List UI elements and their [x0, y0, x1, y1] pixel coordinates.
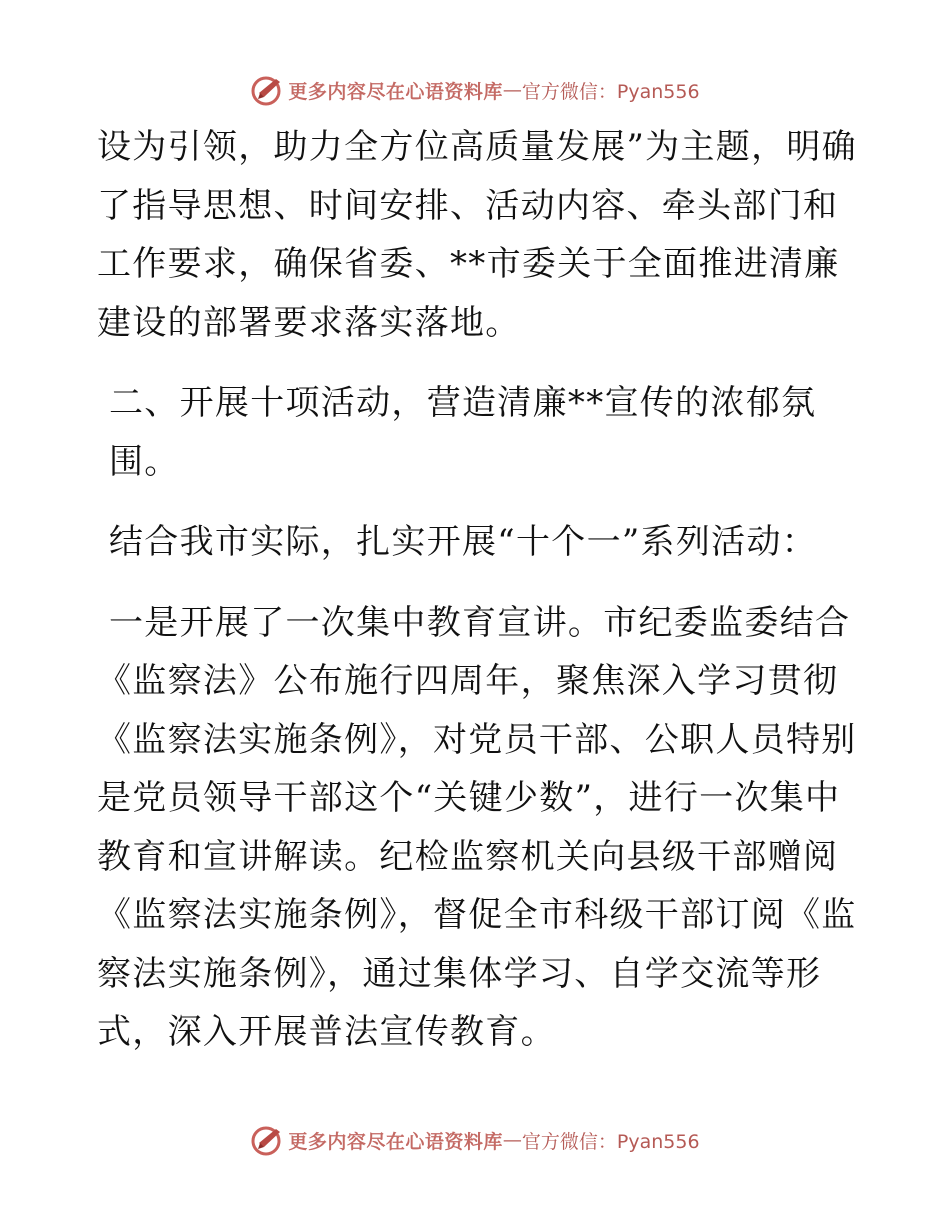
section-heading-2: 二、开展十项活动，营造清廉**宣传的浓郁氛围。 — [109, 383, 817, 482]
header-watermark — [0, 70, 950, 110]
brand-text: 更多内容尽在心语资料库 — [288, 80, 503, 103]
brand-text: 更多内容尽在心语资料库 — [288, 1130, 503, 1153]
wechat-text: 官方微信：Pyan556 — [521, 80, 700, 103]
separator: — — [502, 1129, 522, 1151]
paragraph-intro: 结合我市实际，扎实开展“十个一”系列活动： — [109, 522, 818, 562]
pen-seal-icon — [250, 1123, 284, 1157]
wechat-text: 官方微信：Pyan556 — [521, 1130, 700, 1153]
document-body — [97, 118, 857, 1062]
separator: — — [502, 79, 522, 101]
pen-seal-icon — [250, 73, 284, 107]
paragraph-item-1: 一是开展了一次集中教育宣讲。市纪委监委结合《监察法》公布施行四周年，聚焦深入学习贯彻《监察法实施条例》，对党员干部、公职人员特别是党员领导干部这个“关键少数”，进行一次集中教育和宣讲解读。纪检监察机关向县级干部赠阅《监察法实施条例》，督促全市科级干部订阅《监察法实施条例》，通过集体学习、自学交流等形式，深入开展普法宣传教育。 — [97, 602, 857, 1052]
paragraph-1: 设为引领，助力全方位高质量发展”为主题，明确了指导思想、时间安排、活动内容、牵头部门和工作要求，确保省委、**市委关于全面推进清廉建设的部署要求落实落地。 — [97, 127, 857, 343]
footer-watermark — [0, 1120, 950, 1160]
